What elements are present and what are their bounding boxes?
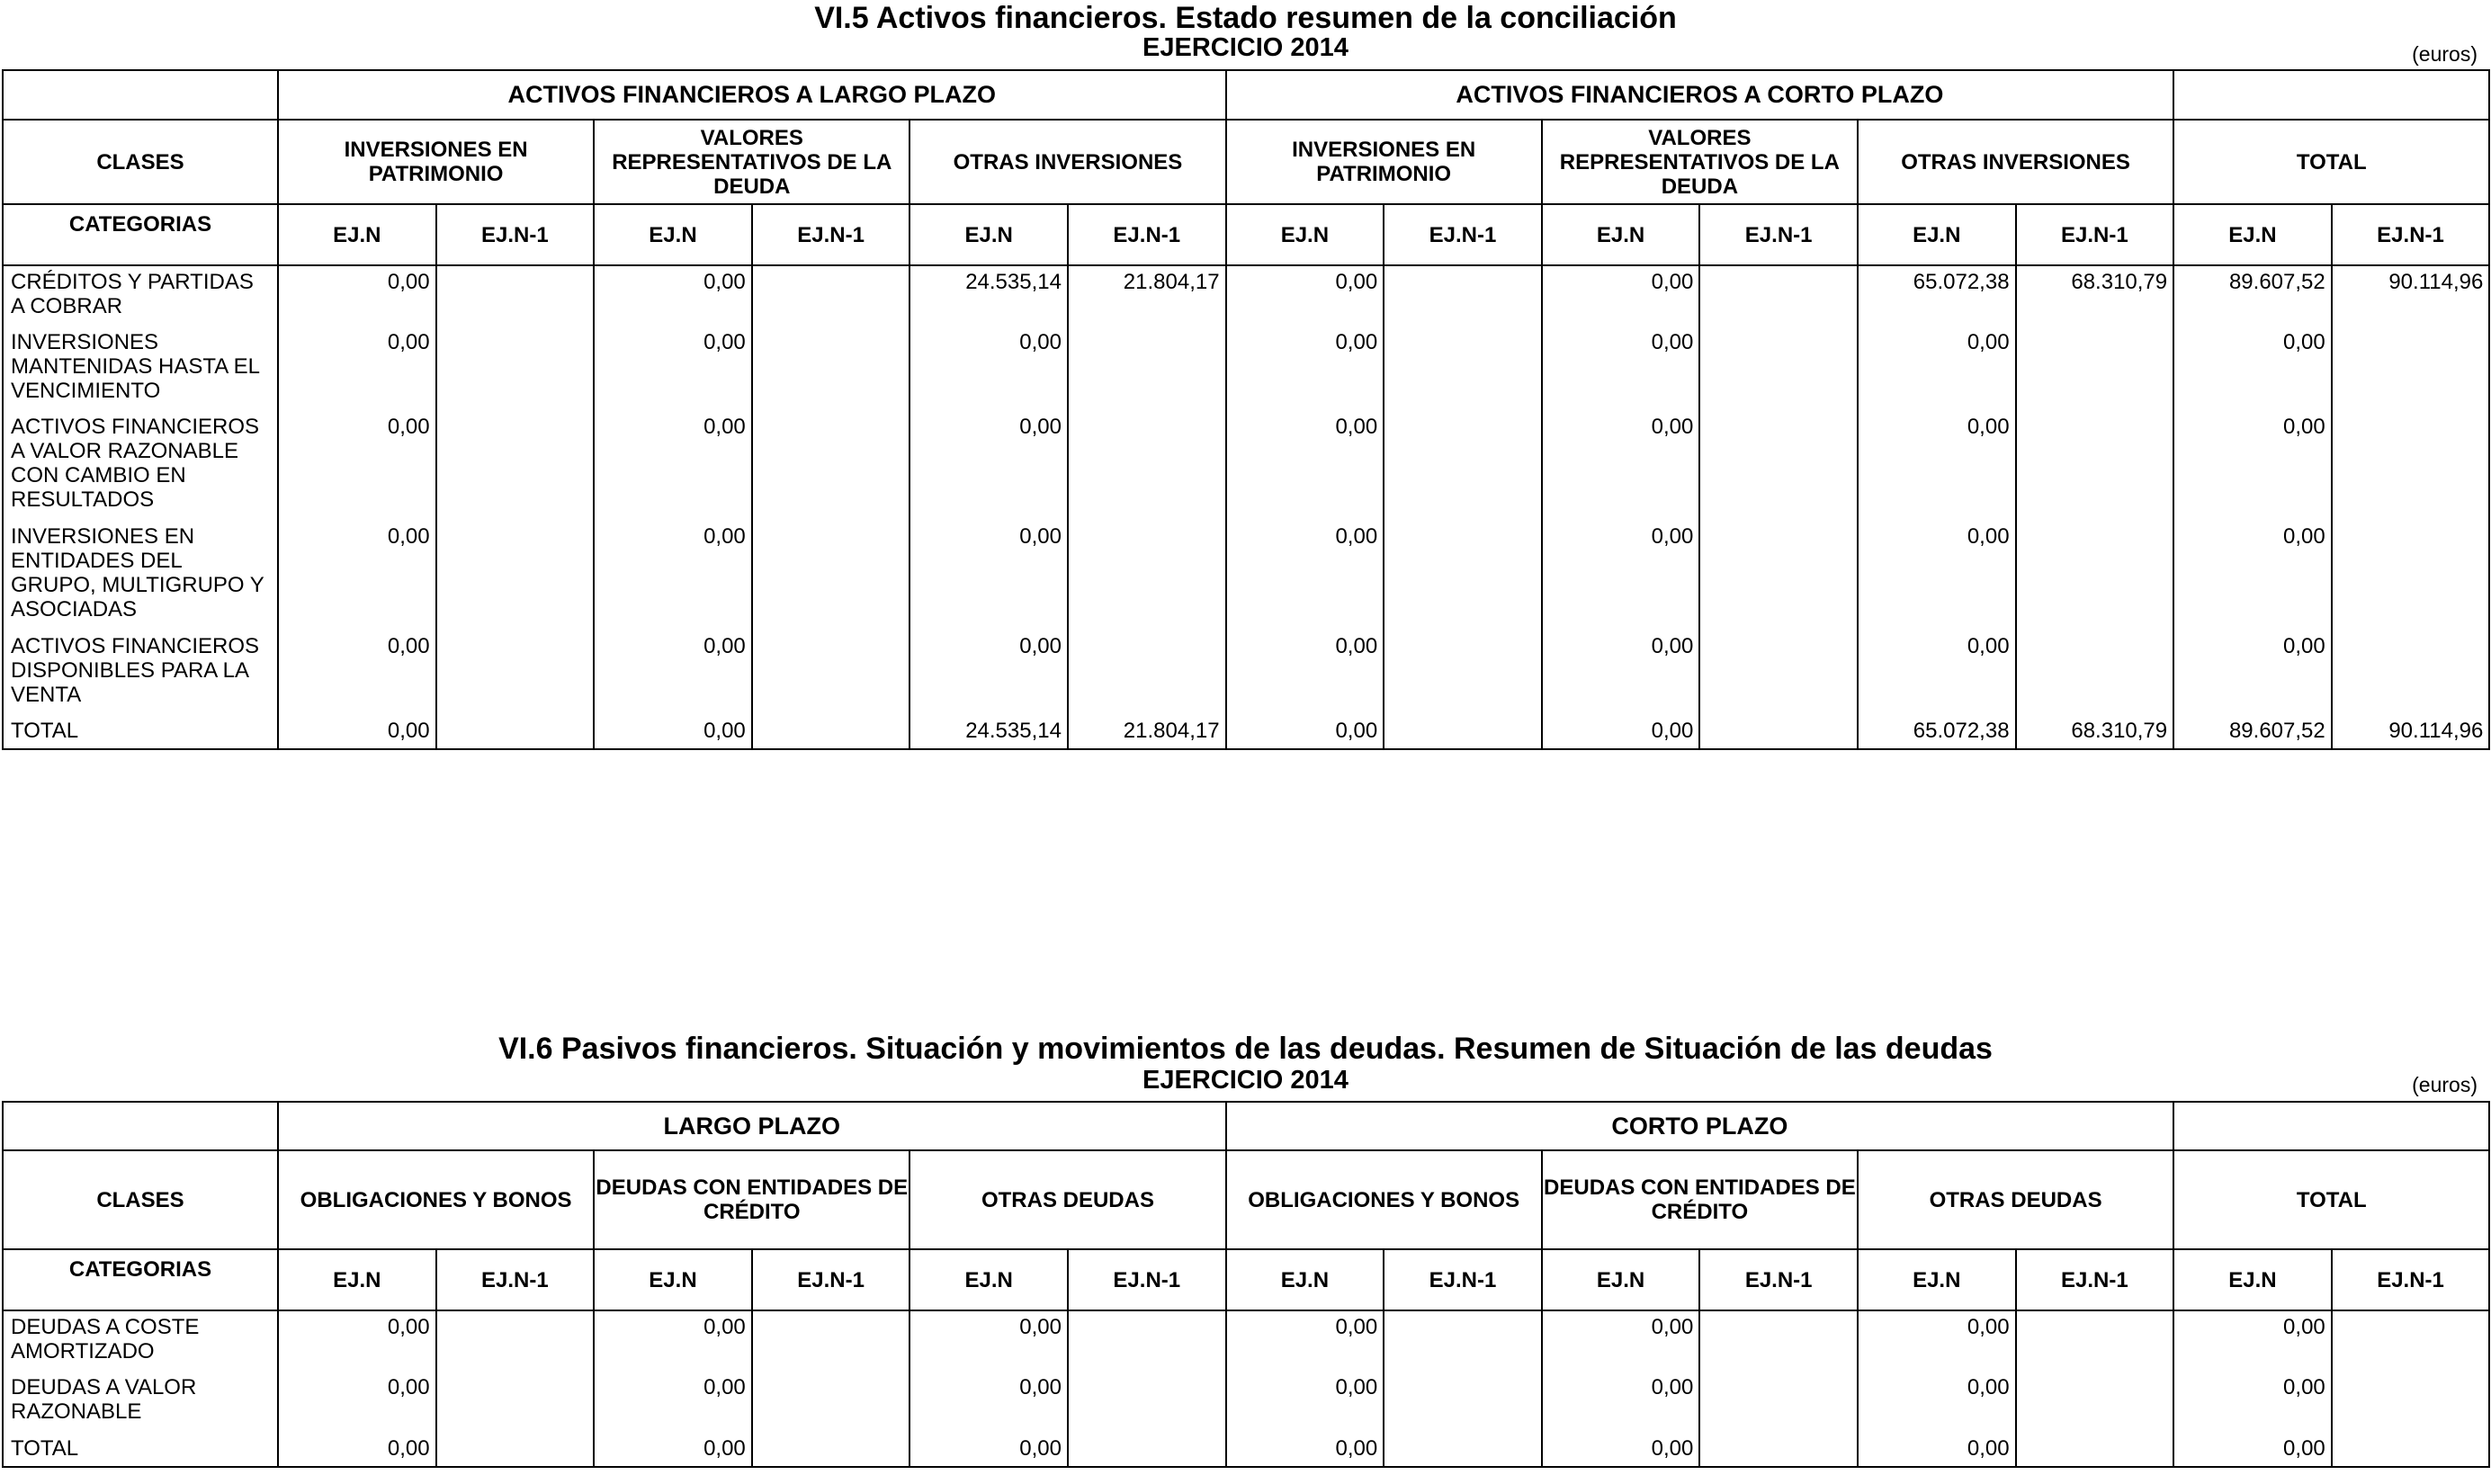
- value-cell: [1699, 411, 1858, 521]
- value-cell: [1699, 521, 1858, 630]
- value-cell: 0,00: [2173, 411, 2332, 521]
- value-cell: 0,00: [278, 1433, 436, 1467]
- value-cell: 0,00: [594, 630, 752, 715]
- value-cell: 0,00: [2173, 1433, 2332, 1467]
- value-cell: [1699, 1310, 1858, 1372]
- value-cell: [752, 715, 910, 749]
- value-cell: [1068, 521, 1226, 630]
- liabilities-table: [2, 1101, 2490, 1468]
- value-cell: [1384, 715, 1542, 749]
- group-header-short: ACTIVOS FINANCIEROS A CORTO PLAZO: [1226, 70, 2174, 120]
- year-label: EJ.N: [594, 1249, 752, 1310]
- corner-cell: [3, 1102, 278, 1150]
- value-cell: 24.535,14: [909, 715, 1068, 749]
- value-cell: 0,00: [909, 326, 1068, 411]
- value-cell: [1384, 411, 1542, 521]
- value-cell: 0,00: [1542, 715, 1700, 749]
- row-label: DEUDAS A COSTE AMORTIZADO: [3, 1310, 278, 1372]
- value-cell: 0,00: [909, 411, 1068, 521]
- clases-label: CLASES: [3, 1150, 278, 1249]
- value-cell: [1384, 265, 1542, 326]
- clases-label: CLASES: [3, 120, 278, 204]
- value-cell: 0,00: [1226, 326, 1384, 411]
- year-label: EJ.N-1: [1384, 1249, 1542, 1310]
- value-cell: 0,00: [594, 265, 752, 326]
- value-cell: [2332, 326, 2490, 411]
- value-cell: [752, 265, 910, 326]
- year-label: EJ.N: [594, 204, 752, 265]
- table-row: [3, 326, 2489, 411]
- value-cell: [752, 1372, 910, 1433]
- row-label: DEUDAS A VALOR RAZONABLE: [3, 1372, 278, 1433]
- class-header: OTRAS INVERSIONES: [909, 120, 1225, 204]
- year-label: EJ.N-1: [1699, 204, 1858, 265]
- value-cell: [2332, 1433, 2490, 1467]
- value-cell: 0,00: [594, 326, 752, 411]
- year-label: EJ.N-1: [436, 204, 595, 265]
- value-cell: [436, 1433, 595, 1467]
- year-label: EJ.N-1: [2332, 1249, 2490, 1310]
- class-header: TOTAL: [2173, 1150, 2489, 1249]
- value-cell: [752, 630, 910, 715]
- row-label: INVERSIONES EN ENTIDADES DEL GRUPO, MULTIGRUPO Y ASOCIADAS: [3, 521, 278, 630]
- value-cell: 0,00: [594, 715, 752, 749]
- value-cell: 0,00: [594, 1433, 752, 1467]
- value-cell: 89.607,52: [2173, 265, 2332, 326]
- value-cell: [1699, 1372, 1858, 1433]
- class-header: OBLIGACIONES Y BONOS: [1226, 1150, 1542, 1249]
- section1-subtitle: EJERCICIO 2014: [1142, 33, 1349, 62]
- value-cell: [752, 521, 910, 630]
- year-label: EJ.N: [278, 1249, 436, 1310]
- class-header: DEUDAS CON ENTIDADES DE CRÉDITO: [594, 1150, 909, 1249]
- value-cell: 0,00: [1858, 521, 2016, 630]
- value-cell: [436, 715, 595, 749]
- value-cell: 0,00: [278, 630, 436, 715]
- value-cell: 68.310,79: [2016, 265, 2174, 326]
- section1-units: (euros): [2412, 42, 2478, 66]
- year-label: EJ.N-1: [2332, 204, 2490, 265]
- value-cell: [2016, 1433, 2174, 1467]
- value-cell: 0,00: [1858, 1310, 2016, 1372]
- value-cell: 0,00: [1226, 411, 1384, 521]
- value-cell: [1699, 265, 1858, 326]
- value-cell: 0,00: [2173, 630, 2332, 715]
- value-cell: 0,00: [278, 411, 436, 521]
- total-group-cell: [2173, 1102, 2489, 1150]
- value-cell: 0,00: [1226, 1433, 1384, 1467]
- value-cell: [1384, 326, 1542, 411]
- value-cell: [436, 630, 595, 715]
- year-label: EJ.N: [1858, 204, 2016, 265]
- value-cell: [2016, 1372, 2174, 1433]
- value-cell: [436, 411, 595, 521]
- row-label: INVERSIONES MANTENIDAS HASTA EL VENCIMIENTO: [3, 326, 278, 411]
- value-cell: 0,00: [594, 1372, 752, 1433]
- categorias-label: CATEGORIAS: [3, 204, 278, 265]
- table-row: [3, 411, 2489, 521]
- row-label: TOTAL: [3, 715, 278, 749]
- value-cell: [2332, 1372, 2490, 1433]
- table-row: [3, 715, 2489, 749]
- class-header: OTRAS INVERSIONES: [1858, 120, 2173, 204]
- value-cell: 24.535,14: [909, 265, 1068, 326]
- group-header-long: ACTIVOS FINANCIEROS A LARGO PLAZO: [278, 70, 1226, 120]
- value-cell: 68.310,79: [2016, 715, 2174, 749]
- value-cell: [1068, 1372, 1226, 1433]
- value-cell: 0,00: [1858, 1433, 2016, 1467]
- value-cell: [752, 1310, 910, 1372]
- value-cell: [752, 326, 910, 411]
- value-cell: 89.607,52: [2173, 715, 2332, 749]
- year-label: EJ.N: [909, 1249, 1068, 1310]
- group-header-short: CORTO PLAZO: [1226, 1102, 2174, 1150]
- value-cell: 0,00: [1542, 326, 1700, 411]
- group-header-long: LARGO PLAZO: [278, 1102, 1226, 1150]
- value-cell: 0,00: [1542, 1433, 1700, 1467]
- year-label: EJ.N-1: [436, 1249, 595, 1310]
- value-cell: 0,00: [1226, 265, 1384, 326]
- value-cell: 0,00: [278, 265, 436, 326]
- value-cell: 0,00: [278, 326, 436, 411]
- value-cell: 0,00: [594, 411, 752, 521]
- value-cell: 0,00: [1542, 1310, 1700, 1372]
- value-cell: 0,00: [2173, 1372, 2332, 1433]
- value-cell: [1384, 1433, 1542, 1467]
- value-cell: 0,00: [1226, 1372, 1384, 1433]
- table-row: [3, 1433, 2489, 1467]
- year-label: EJ.N-1: [752, 204, 910, 265]
- table-row: [3, 265, 2489, 326]
- value-cell: 0,00: [2173, 326, 2332, 411]
- year-label: EJ.N: [2173, 1249, 2332, 1310]
- value-cell: 0,00: [1542, 521, 1700, 630]
- value-cell: 0,00: [909, 630, 1068, 715]
- section2-subtitle: EJERCICIO 2014: [1142, 1066, 1349, 1095]
- value-cell: [436, 326, 595, 411]
- value-cell: [2332, 411, 2490, 521]
- year-label: EJ.N: [1226, 204, 1384, 265]
- class-header: TOTAL: [2173, 120, 2489, 204]
- value-cell: [436, 265, 595, 326]
- class-header: VALORES REPRESENTATIVOS DE LA DEUDA: [594, 120, 909, 204]
- year-label: EJ.N: [1226, 1249, 1384, 1310]
- row-label: CRÉDITOS Y PARTIDAS A COBRAR: [3, 265, 278, 326]
- value-cell: 90.114,96: [2332, 715, 2490, 749]
- value-cell: [1384, 1372, 1542, 1433]
- value-cell: 65.072,38: [1858, 265, 2016, 326]
- class-header: OBLIGACIONES Y BONOS: [278, 1150, 594, 1249]
- section2-title: VI.6 Pasivos financieros. Situación y movimientos de las deudas. Resumen de Situación de las deudas: [498, 1032, 1993, 1066]
- total-group-cell: [2173, 70, 2489, 120]
- table-row: [3, 1310, 2489, 1372]
- value-cell: 21.804,17: [1068, 715, 1226, 749]
- value-cell: 0,00: [909, 521, 1068, 630]
- value-cell: [1699, 715, 1858, 749]
- row-label: ACTIVOS FINANCIEROS DISPONIBLES PARA LA VENTA: [3, 630, 278, 715]
- value-cell: [1068, 1310, 1226, 1372]
- class-header: VALORES REPRESENTATIVOS DE LA DEUDA: [1542, 120, 1858, 204]
- row-label: ACTIVOS FINANCIEROS A VALOR RAZONABLE CON CAMBIO EN RESULTADOS: [3, 411, 278, 521]
- value-cell: 0,00: [1858, 411, 2016, 521]
- year-label: EJ.N: [1542, 204, 1700, 265]
- value-cell: [1068, 326, 1226, 411]
- year-label: EJ.N-1: [1068, 204, 1226, 265]
- value-cell: [2332, 521, 2490, 630]
- value-cell: 90.114,96: [2332, 265, 2490, 326]
- value-cell: 0,00: [1858, 1372, 2016, 1433]
- row-label: TOTAL: [3, 1433, 278, 1467]
- value-cell: 0,00: [1542, 411, 1700, 521]
- value-cell: 0,00: [594, 1310, 752, 1372]
- value-cell: [1068, 411, 1226, 521]
- value-cell: [1384, 521, 1542, 630]
- value-cell: 0,00: [1542, 630, 1700, 715]
- assets-table: [2, 69, 2490, 750]
- value-cell: 0,00: [1226, 630, 1384, 715]
- value-cell: [436, 521, 595, 630]
- value-cell: 0,00: [2173, 1310, 2332, 1372]
- value-cell: [2332, 630, 2490, 715]
- corner-cell: [3, 70, 278, 120]
- class-header: INVERSIONES EN PATRIMONIO: [1226, 120, 1542, 204]
- value-cell: [2332, 1310, 2490, 1372]
- value-cell: 21.804,17: [1068, 265, 1226, 326]
- value-cell: [2016, 326, 2174, 411]
- class-header: INVERSIONES EN PATRIMONIO: [278, 120, 594, 204]
- value-cell: 0,00: [278, 1372, 436, 1433]
- value-cell: 0,00: [278, 521, 436, 630]
- value-cell: [1068, 630, 1226, 715]
- class-header: OTRAS DEUDAS: [1858, 1150, 2173, 1249]
- value-cell: [2016, 521, 2174, 630]
- year-label: EJ.N: [278, 204, 436, 265]
- year-label: EJ.N-1: [1068, 1249, 1226, 1310]
- value-cell: 0,00: [909, 1433, 1068, 1467]
- value-cell: 0,00: [278, 1310, 436, 1372]
- table-row: [3, 630, 2489, 715]
- value-cell: [2016, 411, 2174, 521]
- value-cell: 0,00: [1226, 521, 1384, 630]
- value-cell: [752, 1433, 910, 1467]
- table-row: [3, 1372, 2489, 1433]
- class-header: DEUDAS CON ENTIDADES DE CRÉDITO: [1542, 1150, 1858, 1249]
- value-cell: [1699, 630, 1858, 715]
- value-cell: 0,00: [1226, 715, 1384, 749]
- year-label: EJ.N: [1858, 1249, 2016, 1310]
- value-cell: [1068, 1433, 1226, 1467]
- section1-title: VI.5 Activos financieros. Estado resumen de la conciliación: [814, 1, 1677, 35]
- value-cell: [1384, 1310, 1542, 1372]
- value-cell: 0,00: [1858, 326, 2016, 411]
- value-cell: [752, 411, 910, 521]
- value-cell: [2016, 1310, 2174, 1372]
- year-label: EJ.N-1: [752, 1249, 910, 1310]
- value-cell: 0,00: [2173, 521, 2332, 630]
- value-cell: 0,00: [1542, 265, 1700, 326]
- section2-units: (euros): [2412, 1073, 2478, 1096]
- value-cell: 0,00: [594, 521, 752, 630]
- year-label: EJ.N-1: [2016, 1249, 2174, 1310]
- class-header: OTRAS DEUDAS: [909, 1150, 1225, 1249]
- year-label: EJ.N: [1542, 1249, 1700, 1310]
- year-label: EJ.N-1: [2016, 204, 2174, 265]
- value-cell: [436, 1372, 595, 1433]
- value-cell: 0,00: [278, 715, 436, 749]
- value-cell: [2016, 630, 2174, 715]
- value-cell: 0,00: [1226, 1310, 1384, 1372]
- value-cell: 0,00: [909, 1372, 1068, 1433]
- value-cell: 65.072,38: [1858, 715, 2016, 749]
- year-label: EJ.N-1: [1384, 204, 1542, 265]
- value-cell: [1699, 326, 1858, 411]
- value-cell: [1384, 630, 1542, 715]
- value-cell: [436, 1310, 595, 1372]
- year-label: EJ.N: [2173, 204, 2332, 265]
- value-cell: 0,00: [1542, 1372, 1700, 1433]
- year-label: EJ.N: [909, 204, 1068, 265]
- value-cell: 0,00: [1858, 630, 2016, 715]
- table-row: [3, 521, 2489, 630]
- value-cell: 0,00: [909, 1310, 1068, 1372]
- categorias-label: CATEGORIAS: [3, 1249, 278, 1310]
- year-label: EJ.N-1: [1699, 1249, 1858, 1310]
- value-cell: [1699, 1433, 1858, 1467]
